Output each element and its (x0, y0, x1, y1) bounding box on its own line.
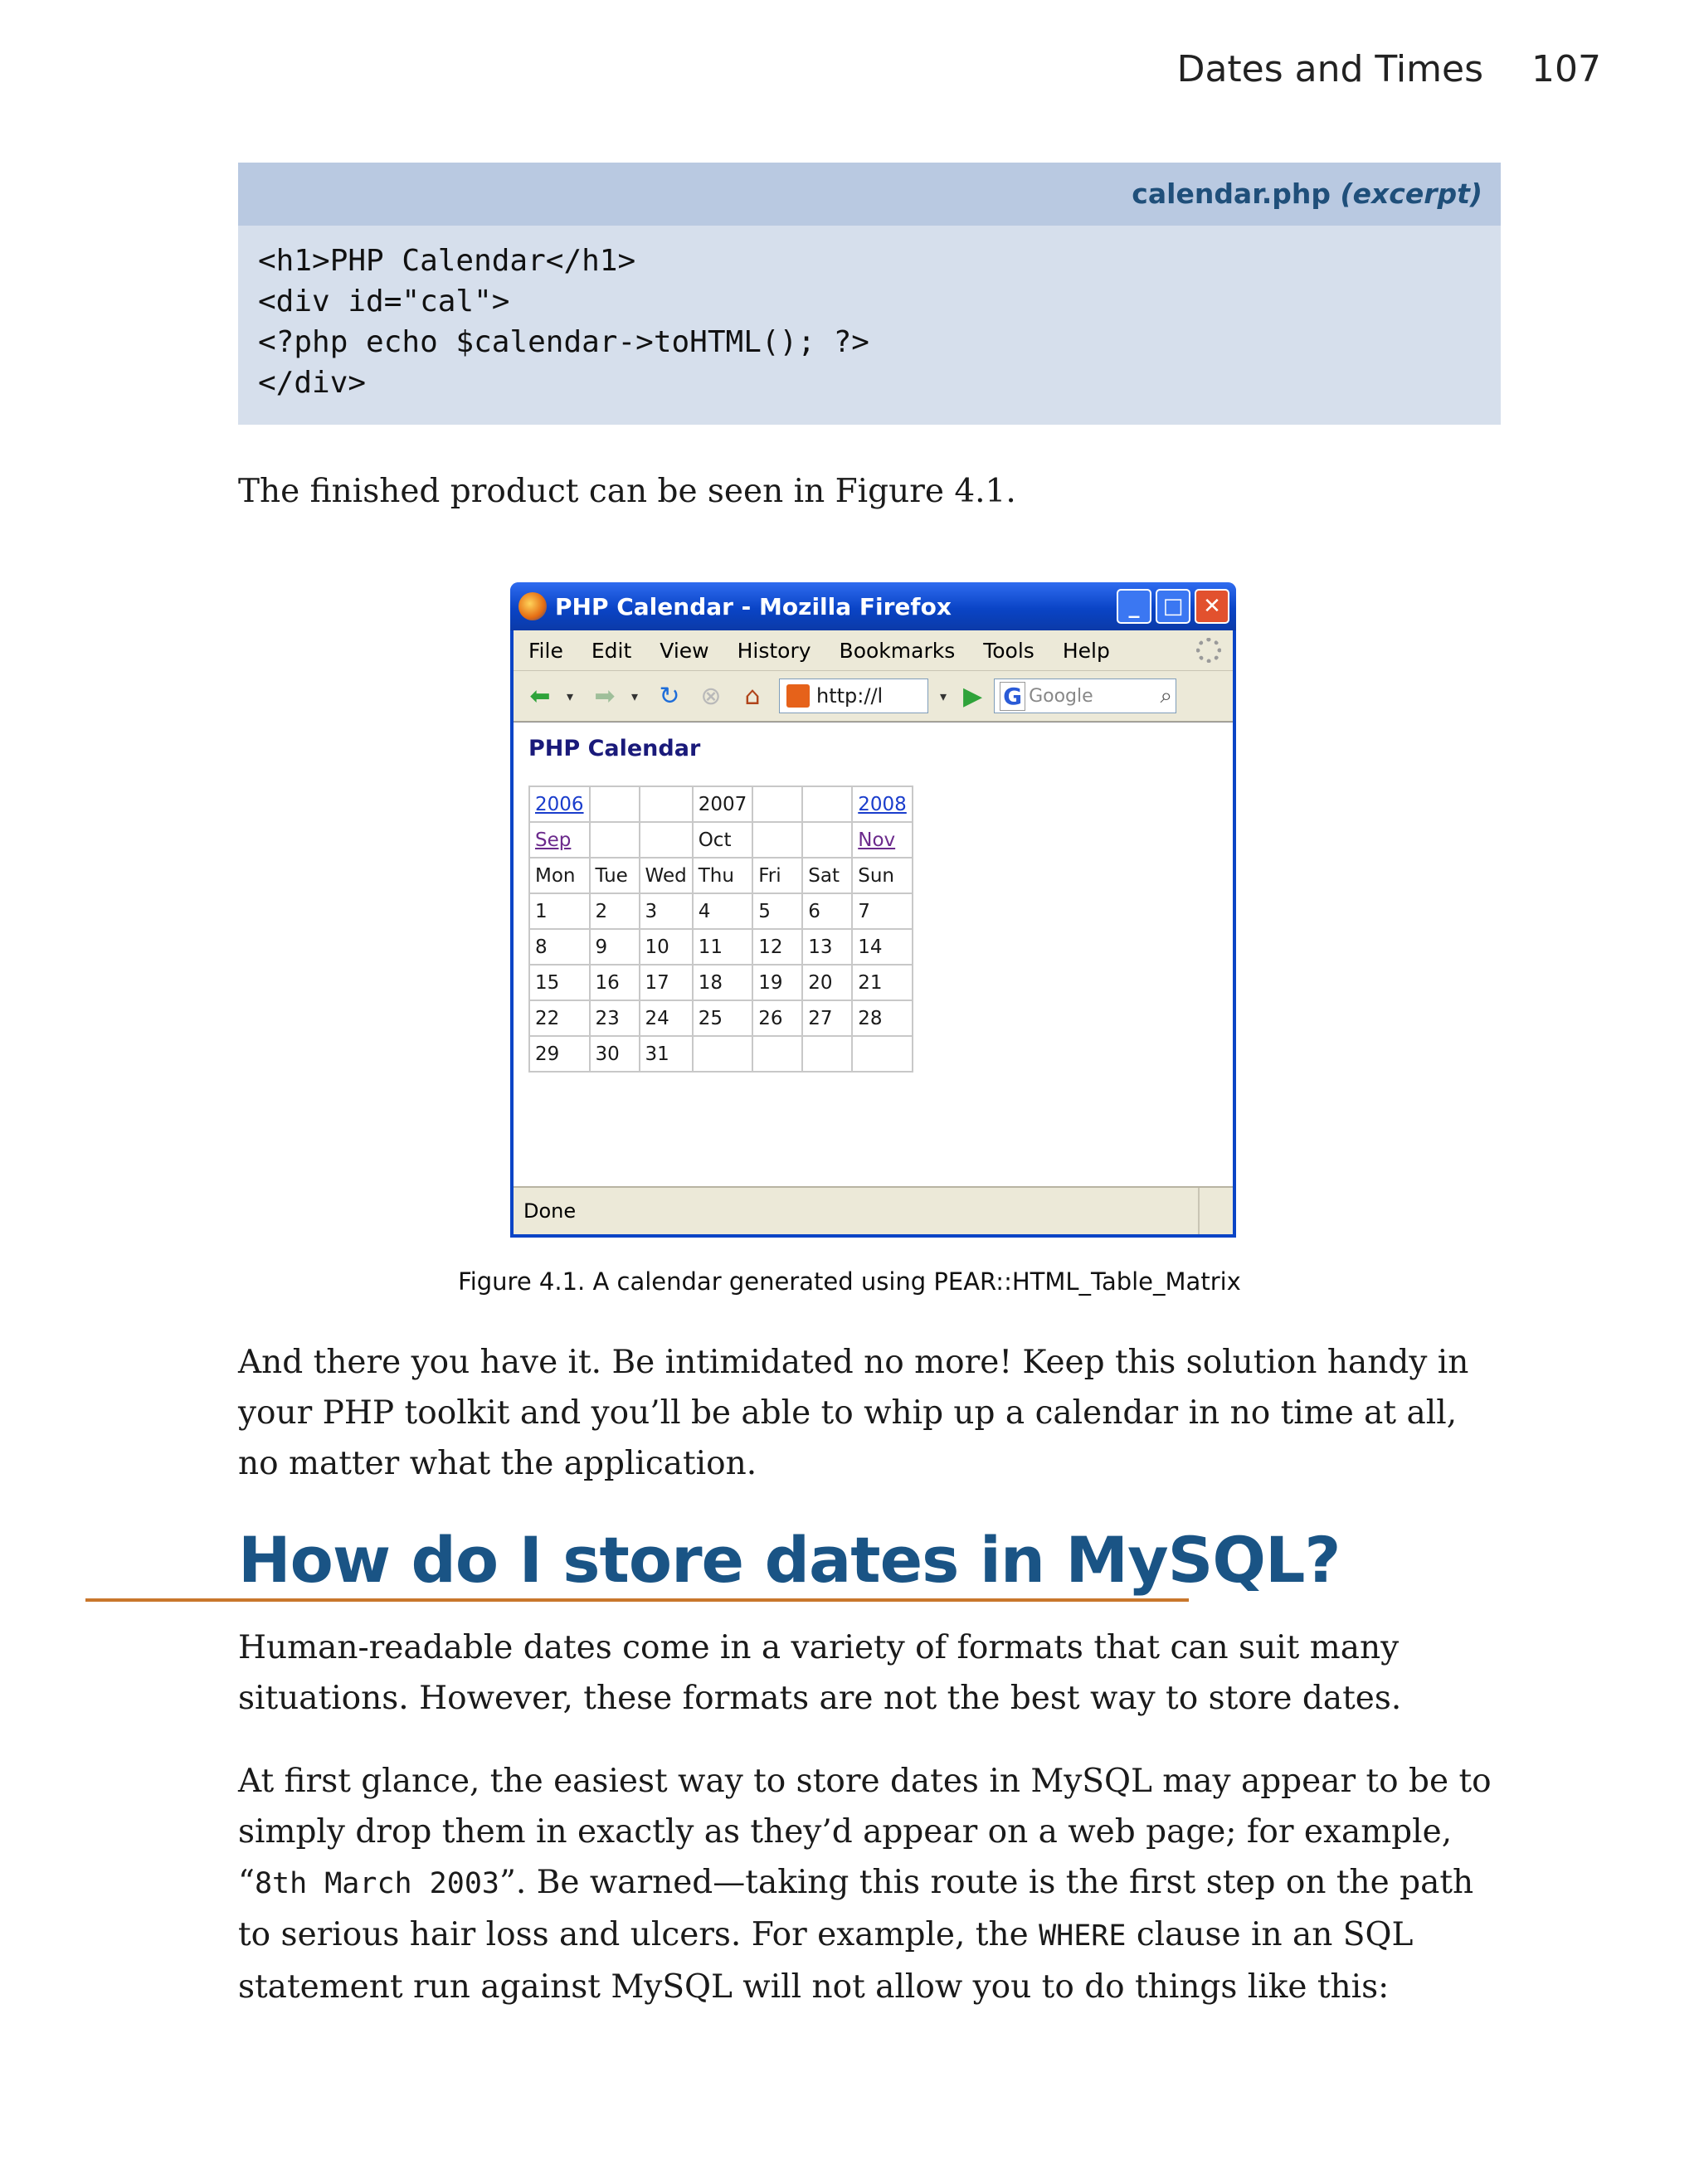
page-viewport (514, 722, 1233, 1186)
forward-icon[interactable]: ➡ (594, 681, 616, 711)
inline-code-where: WHERE (1039, 1919, 1127, 1953)
back-dropdown-icon[interactable]: ▾ (567, 688, 574, 704)
day-cell (852, 1036, 913, 1072)
day-cell: 22 (529, 1000, 590, 1036)
weekday-cell: Tue (590, 858, 640, 893)
day-cell: 21 (852, 965, 913, 1000)
week-row (529, 929, 913, 965)
day-cell: 27 (802, 1000, 852, 1036)
para-glance-text-2: ”. Be warned—taking this route is the first step on the path to serious hair loss and ulcers. For example, the (238, 1864, 1474, 1953)
next-month-link[interactable]: Nov (858, 829, 896, 851)
month-row (529, 822, 913, 858)
inline-code-date: 8th March 2003 (254, 1867, 499, 1900)
forward-dropdown-icon[interactable]: ▾ (631, 688, 639, 704)
day-cell: 28 (852, 1000, 913, 1036)
current-year: 2007 (693, 786, 753, 822)
para-formats: Human-readable dates come in a variety of formats that can suit many situations. However, these formats are not the best way to store dates. (238, 1629, 1402, 1717)
code-caption (238, 163, 1501, 226)
code-listing (238, 163, 1501, 425)
day-cell: 30 (590, 1036, 640, 1072)
day-cell: 3 (640, 893, 693, 929)
day-cell: 6 (802, 893, 852, 929)
day-cell (752, 1036, 802, 1072)
day-cell (802, 1036, 852, 1072)
go-icon[interactable]: ▶ (963, 681, 983, 711)
figure-caption: Figure 4.1. A calendar generated using PEAR::HTML_Table_Matrix (458, 1267, 1241, 1296)
day-cell: 15 (529, 965, 590, 1000)
running-head (1177, 48, 1601, 90)
day-cell: 16 (590, 965, 640, 1000)
day-cell: 26 (752, 1000, 802, 1036)
day-cell: 5 (752, 893, 802, 929)
day-cell: 24 (640, 1000, 693, 1036)
title-bar (510, 582, 1236, 630)
day-cell: 29 (529, 1036, 590, 1072)
para-glance-text-1: At first glance, the easiest way to store dates in MySQL may appear to be to simply drop them in exactly as they’d appear on a web page; for example, “ (238, 1763, 1492, 1901)
day-cell: 7 (852, 893, 913, 929)
week-row (529, 893, 913, 929)
day-cell: 1 (529, 893, 590, 929)
week-row (529, 1000, 913, 1036)
day-cell: 12 (752, 929, 802, 965)
table-cell (640, 786, 693, 822)
day-cell: 20 (802, 965, 852, 1000)
weekday-cell: Wed (640, 858, 693, 893)
week-row (529, 965, 913, 1000)
day-cell: 25 (693, 1000, 753, 1036)
window-title: PHP Calendar - Mozilla Firefox (555, 592, 952, 620)
search-placeholder[interactable]: Google (1029, 685, 1093, 707)
table-cell (752, 822, 802, 858)
weekday-cell: Thu (693, 858, 753, 893)
table-cell (802, 822, 852, 858)
menu-tools[interactable]: Tools (983, 638, 1034, 663)
reload-icon[interactable]: ↻ (659, 681, 680, 711)
search-box[interactable] (994, 679, 1176, 713)
para-intro: The finished product can be seen in Figure 4.1. (238, 473, 1016, 510)
para-glance (238, 1756, 1507, 2012)
table-cell (590, 786, 640, 822)
browser-window (510, 582, 1236, 1238)
day-cell: 31 (640, 1036, 693, 1072)
site-favicon-icon (786, 684, 810, 708)
day-cell: 4 (693, 893, 753, 929)
prev-year-link[interactable]: 2006 (535, 793, 584, 815)
home-icon[interactable]: ⌂ (744, 681, 761, 711)
day-cell: 17 (640, 965, 693, 1000)
page-heading: PHP Calendar (528, 736, 701, 761)
day-cell: 14 (852, 929, 913, 965)
week-row (529, 1036, 913, 1072)
code-caption-note: (excerpt) (1340, 178, 1482, 210)
weekday-cell: Mon (529, 858, 590, 893)
maximize-button[interactable]: □ (1156, 589, 1190, 624)
search-icon[interactable]: ⌕ (1160, 683, 1173, 708)
menu-edit[interactable]: Edit (591, 638, 632, 663)
day-cell: 9 (590, 929, 640, 965)
throbber-icon (1196, 638, 1221, 663)
back-icon[interactable]: ⬅ (529, 681, 551, 711)
table-cell (752, 786, 802, 822)
section-heading: How do I store dates in MySQL? (238, 1523, 1341, 1597)
next-year-link[interactable]: 2008 (858, 793, 907, 815)
menu-view[interactable]: View (660, 638, 709, 663)
menu-history[interactable]: History (737, 638, 811, 663)
table-cell (590, 822, 640, 858)
code-caption-file: calendar.php (1132, 178, 1331, 210)
day-cell: 2 (590, 893, 640, 929)
firefox-icon (518, 592, 547, 620)
navigation-toolbar (514, 671, 1233, 722)
day-cell (693, 1036, 753, 1072)
menu-help[interactable]: Help (1062, 638, 1110, 663)
weekday-cell: Sat (802, 858, 852, 893)
para-after-figure: And there you have it. Be intimidated no more! Keep this solution handy in your PHP toolkit and you’ll be able to whip up a calendar in no time at all, no matter what the application. (238, 1344, 1469, 1482)
menu-bar (514, 630, 1233, 671)
day-cell: 19 (752, 965, 802, 1000)
google-engine-icon[interactable]: G (1000, 682, 1025, 711)
url-text[interactable]: http://l (816, 684, 884, 708)
menu-bookmarks[interactable]: Bookmarks (839, 638, 956, 663)
status-text: Done (523, 1199, 577, 1223)
minimize-button[interactable]: _ (1117, 589, 1151, 624)
day-cell: 23 (590, 1000, 640, 1036)
page-number: 107 (1531, 48, 1601, 90)
status-bar (514, 1186, 1233, 1234)
day-cell: 10 (640, 929, 693, 965)
day-cell: 13 (802, 929, 852, 965)
section-rule (85, 1598, 1189, 1602)
prev-month-link[interactable]: Sep (535, 829, 572, 851)
code-lines: <h1>PHP Calendar</h1> <div id="cal"> <?php echo $calendar->toHTML(); ?> </div> (258, 244, 869, 400)
year-row (529, 786, 913, 822)
close-button[interactable]: ✕ (1195, 589, 1229, 624)
menu-file[interactable]: File (528, 638, 563, 663)
stop-icon[interactable]: ⊗ (700, 681, 722, 711)
url-bar[interactable] (779, 679, 928, 713)
weekday-row (529, 858, 913, 893)
day-cell: 18 (693, 965, 753, 1000)
url-dropdown-icon[interactable]: ▾ (940, 688, 947, 704)
calendar-table (528, 786, 913, 1073)
day-cell: 11 (693, 929, 753, 965)
weekday-cell: Sun (852, 858, 913, 893)
para-glance-text-3: clause in an SQL statement run against MySQL will not allow you to do things like this: (238, 1916, 1414, 2006)
running-head-title: Dates and Times (1176, 48, 1484, 90)
weekday-cell: Fri (752, 858, 802, 893)
current-month: Oct (693, 822, 753, 858)
resize-grip-icon[interactable] (1198, 1188, 1233, 1234)
table-cell (640, 822, 693, 858)
day-cell: 8 (529, 929, 590, 965)
table-cell (802, 786, 852, 822)
window-controls (1117, 589, 1229, 624)
